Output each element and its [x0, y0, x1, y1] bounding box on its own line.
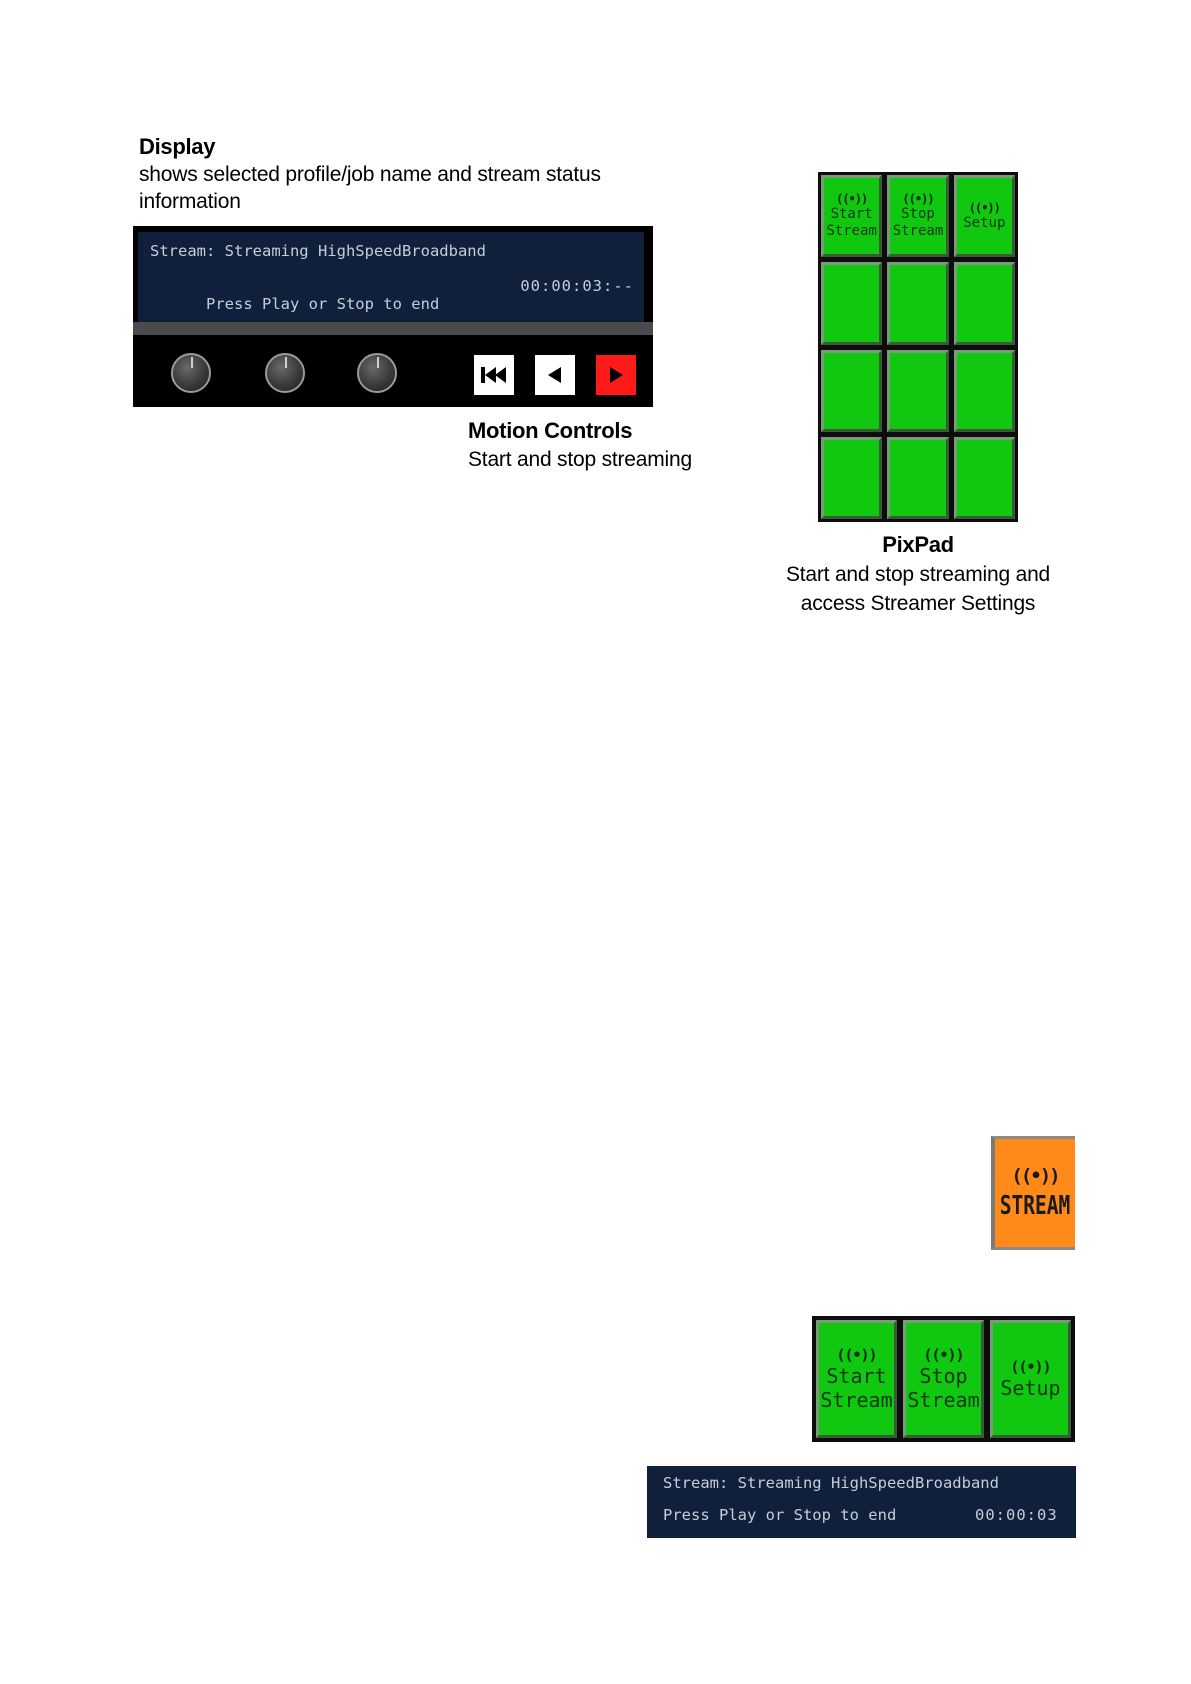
motion-caption-title: Motion Controls: [468, 418, 633, 443]
broadcast-icon: ((•)): [968, 200, 1000, 215]
pixpad-grid: [818, 172, 1018, 522]
stream-button-label: STREAM: [999, 1191, 1071, 1221]
broadcast-icon: ((•)): [923, 1346, 964, 1364]
display-timecode: 00:00:03: [975, 1506, 1058, 1524]
skip-to-start-icon: [479, 365, 509, 385]
stream-display-small: [647, 1466, 1076, 1538]
pad-label-line1: Start: [830, 206, 873, 223]
control-panel-image: [133, 226, 653, 407]
pad-label-line2: Stream: [826, 223, 877, 240]
display-prompt-line: [150, 277, 634, 349]
display-caption-line1: shows selected profile/job name and stream status: [139, 163, 601, 186]
motion-caption-text: Start and stop streaming: [468, 448, 692, 471]
stream-display: [138, 232, 644, 324]
play-button[interactable]: [596, 355, 636, 395]
pad-label-line1: Stop: [901, 206, 935, 223]
reverse-icon: [545, 365, 565, 385]
pixpad-empty-button[interactable]: [954, 437, 1015, 519]
pad-label-line1: Setup: [963, 214, 1006, 231]
stream-button[interactable]: [991, 1136, 1075, 1250]
broadcast-icon: ((•)): [1011, 1165, 1059, 1187]
setup-button[interactable]: [990, 1320, 1071, 1438]
display-status-line: Stream: Streaming HighSpeedBroadband: [150, 242, 486, 260]
pad-label-line2: Stream: [892, 223, 944, 240]
pixpad-empty-button[interactable]: [887, 350, 948, 432]
start-stream-button[interactable]: [816, 1320, 897, 1438]
broadcast-icon: ((•)): [902, 192, 934, 207]
pad-label-line1: Start: [826, 1364, 887, 1388]
display-caption-line2: information: [139, 190, 241, 213]
display-timecode: 00:00:03:--: [520, 277, 634, 295]
knob-icon[interactable]: [357, 353, 397, 393]
broadcast-icon: ((•)): [836, 1346, 877, 1364]
display-caption-title: Display: [139, 134, 216, 159]
knob-icon[interactable]: [265, 353, 305, 393]
pixpad-empty-button[interactable]: [887, 262, 948, 344]
pixpad-empty-button[interactable]: [821, 350, 882, 432]
knob-icon[interactable]: [171, 353, 211, 393]
pixpad-setup-button[interactable]: [954, 175, 1015, 257]
pixpad-stop-stream-button[interactable]: [887, 175, 948, 257]
display-prompt-line: Press Play or Stop to end: [663, 1506, 897, 1524]
pixpad-start-stream-button[interactable]: [821, 175, 882, 257]
pixpad-empty-button[interactable]: [954, 350, 1015, 432]
pixpad-empty-button[interactable]: [821, 262, 882, 344]
pixpad-caption-line1: Start and stop streaming and: [785, 563, 1051, 586]
pixpad-row: [812, 1316, 1075, 1442]
pixpad-caption-title: PixPad: [882, 532, 954, 557]
panel-divider: [133, 322, 653, 335]
pixpad-empty-button[interactable]: [887, 437, 948, 519]
reverse-button[interactable]: [535, 355, 575, 395]
pixpad-empty-button[interactable]: [821, 437, 882, 519]
broadcast-icon: ((•)): [836, 192, 868, 207]
display-status-line: Stream: Streaming HighSpeedBroadband: [663, 1474, 999, 1492]
pixpad-caption-line2: access Streamer Settings: [800, 592, 1036, 615]
broadcast-icon: ((•)): [1010, 1358, 1051, 1376]
pixpad-empty-button[interactable]: [954, 262, 1015, 344]
pad-label-line1: Setup: [1000, 1376, 1061, 1400]
stop-stream-button[interactable]: [903, 1320, 984, 1438]
pad-label-line1: Stop: [919, 1364, 968, 1388]
pad-label-line2: Stream: [907, 1388, 980, 1412]
play-icon: [606, 365, 626, 385]
pad-label-line2: Stream: [820, 1388, 893, 1412]
display-prompt-text: Press Play or Stop to end: [206, 295, 440, 313]
skip-to-start-button[interactable]: [474, 355, 514, 395]
